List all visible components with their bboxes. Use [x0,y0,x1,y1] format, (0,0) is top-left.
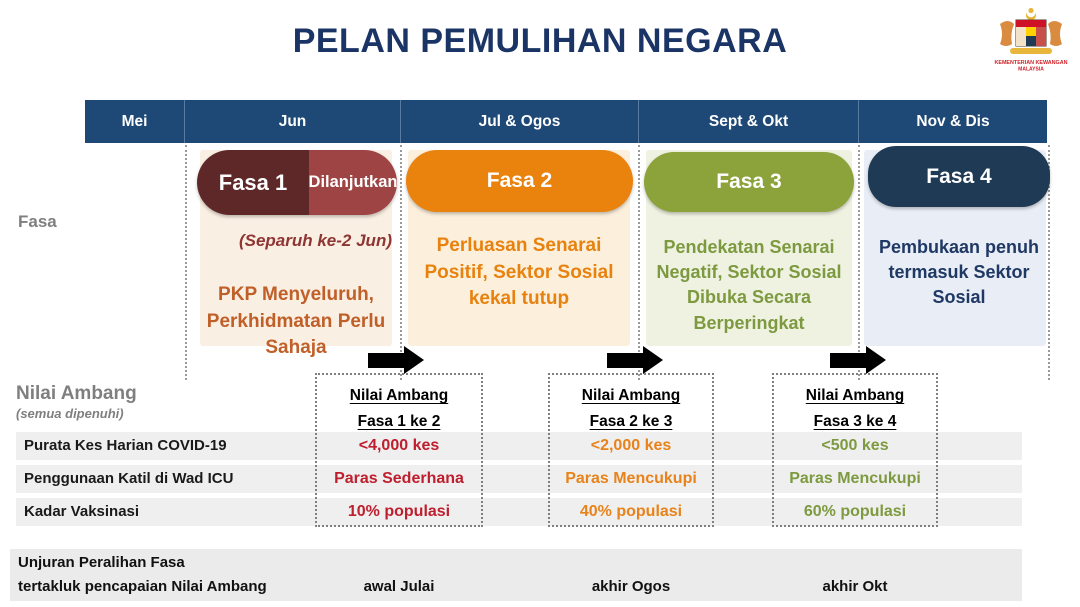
fasa-2-description: Perluasan Senarai Positif, Sektor Sosial kekal tutup [424,235,614,310]
fasa-row-label: Fasa [18,212,57,231]
fasa-1-extension-label: Dilanjutkan [309,150,397,215]
fasa-4-description: Pembukaan penuh termasuk Sektor Sosial [878,237,1040,308]
threshold-title: Nilai Ambang [805,387,905,404]
threshold-value-vaksin-1: 10% populasi [347,503,451,520]
fasa-1-label: Fasa 1 [197,150,309,215]
month-header-jul-ogos: Jul & Ogos [401,100,639,143]
footer-line1: Unjuran Peralihan Fasa [18,554,185,571]
malaysia-coat-of-arms-logo [988,6,1074,76]
threshold-subtitle: Fasa 1 ke 2 [357,412,441,430]
threshold-value-kes-2: <2,000 kes [590,437,672,454]
criterion-label-kes-harian: Purata Kes Harian COVID-19 [24,437,227,454]
threshold-subtitle: Fasa 3 ke 4 [813,412,897,430]
fasa-3-pill: Fasa 3 [644,152,854,212]
threshold-value-vaksin-3: 60% populasi [803,503,907,520]
threshold-value-icu-1: Paras Sederhana [334,470,464,487]
coat-of-arms-icon [988,6,1074,76]
transition-date-awal-julai: awal Julai [363,578,435,595]
fasa-4-pill: Fasa 4 [868,146,1050,207]
threshold-value-icu-3: Paras Mencukupi [789,470,921,487]
threshold-value-icu-2: Paras Mencukupi [565,470,697,487]
logo-caption-line1: KEMENTERIAN KEWANGAN [994,60,1068,66]
month-header-jun: Jun [185,100,401,143]
arrow-fasa-3-to-4-icon [830,346,888,374]
page-title: PELAN PEMULIHAN NEGARA [292,22,788,60]
month-header-nov-dis: Nov & Dis [859,100,1047,143]
threshold-subtitle: Fasa 2 ke 3 [589,412,673,430]
criterion-label-katil-icu: Penggunaan Katil di Wad ICU [24,470,234,487]
arrow-fasa-2-to-3-icon [607,346,665,374]
month-header-sept-okt: Sept & Okt [639,100,859,143]
column-divider-dotted [858,145,860,380]
fasa-2-pill: Fasa 2 [406,150,633,212]
threshold-title: Nilai Ambang [581,387,681,404]
nilai-ambang-row-label: Nilai Ambang [16,383,137,404]
nilai-ambang-note: (semua dipenuhi) [16,406,124,421]
fasa-3-description: Pendekatan Senarai Negatif, Sektor Sosial Dibuka Secara Berperingkat [656,237,842,333]
transition-date-akhir-okt: akhir Okt [822,578,888,595]
footer-line2: tertakluk pencapaian Nilai Ambang [18,578,267,595]
fasa-1-pill [197,150,397,215]
column-divider-dotted [185,145,187,380]
fasa-1-description: PKP Menyeluruh, Perkhidmatan Perlu Sahaja [206,284,386,359]
threshold-value-kes-1: <4,000 kes [358,437,440,454]
column-divider-dotted [400,145,402,380]
month-header-mei: Mei [85,100,185,143]
fasa-1-note: (Separuh ke-2 Jun) [238,231,392,250]
logo-caption-line2: MALAYSIA [1018,66,1044,73]
column-divider-dotted [638,145,640,380]
transition-date-akhir-ogos: akhir Ogos [591,578,671,595]
threshold-title: Nilai Ambang [349,387,449,404]
criterion-label-vaksinasi: Kadar Vaksinasi [24,503,140,520]
threshold-value-vaksin-2: 40% populasi [579,503,683,520]
threshold-value-kes-3: <500 kes [821,437,889,454]
arrow-fasa-1-to-2-icon [368,346,426,374]
